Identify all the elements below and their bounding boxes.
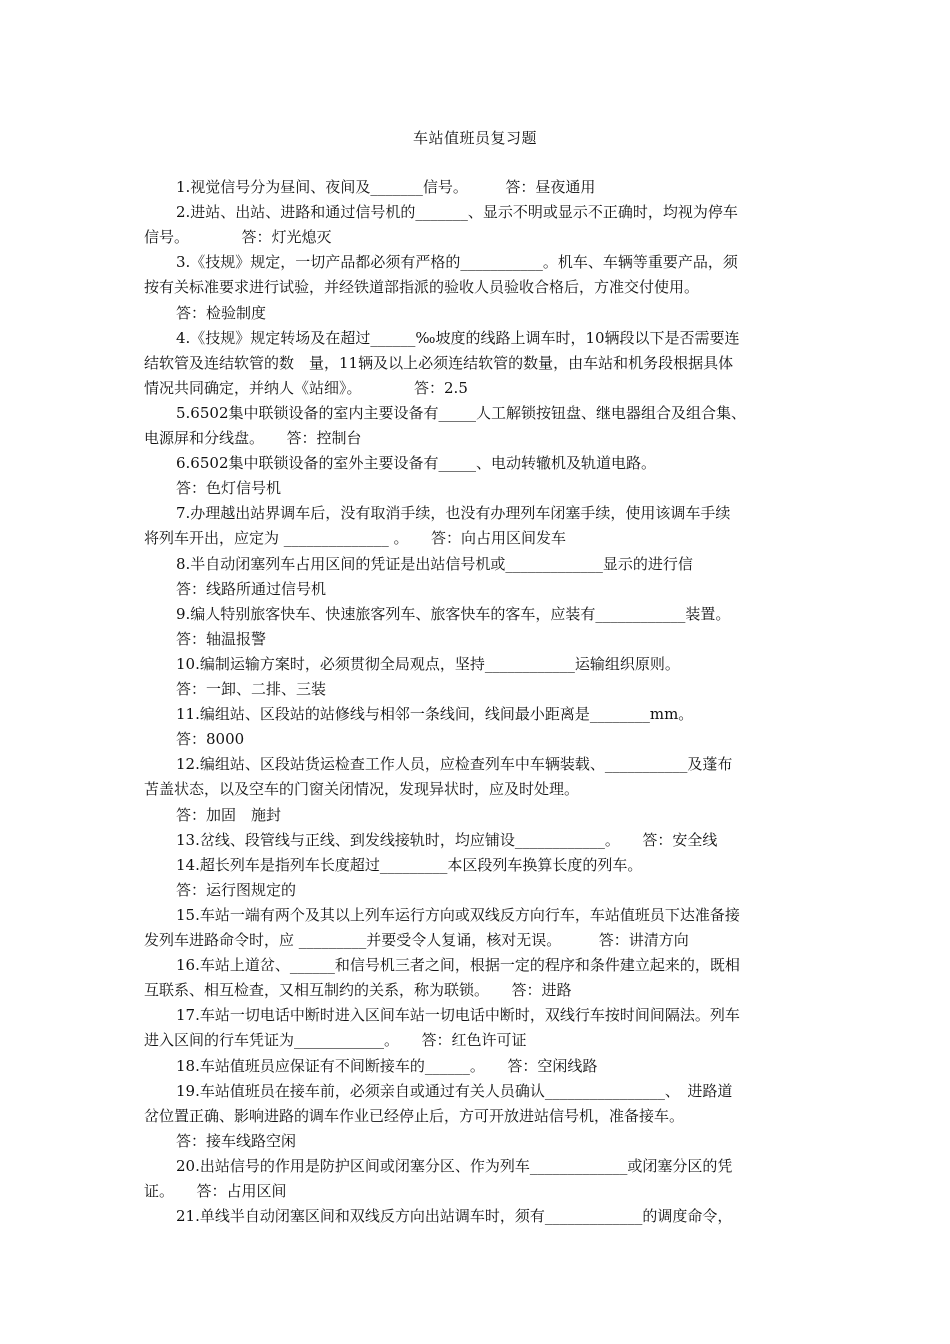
text-line: 18.车站值班员应保证有不间断接车的______。 答：空闲线路 <box>176 1056 598 1075</box>
text-line: 岔位置正确、影响进路的调车作业已经停止后，方可开放进站信号机，准备接车。 <box>144 1106 685 1125</box>
text-line: 答：色灯信号机 <box>176 479 282 498</box>
text-line: 答：运行图规定的 <box>176 880 297 899</box>
text-line: 答：一卸、二排、三装 <box>176 680 327 698</box>
text-line: 答：接车线路空闲 <box>176 1131 297 1150</box>
text-line: 10.编制运输方案时，必须贯彻全局观点，坚持____________运输组织原则。 <box>176 654 680 673</box>
text-line: 1.视觉信号分为昼间、夜间及_______信号。 答：昼夜通用 <box>176 178 596 196</box>
text-line: 17.车站一切电话中断时进入区间车站一切电话中断时，双线行车按时间间隔法。列车 <box>176 1006 740 1025</box>
document-title: 车站值班员复习题 <box>412 129 537 147</box>
text-line: 信号。 答：灯光熄灭 <box>144 228 332 247</box>
text-line: 5.6502集中联锁设备的室内主要设备有_____人工解锁按钮盘、继电器组合及组合集、 <box>176 403 746 422</box>
text-line: 情况共同确定，并纳人《站细》。 答：2.5 <box>144 378 468 397</box>
text-line: 3.《技规》规定，一切产品都必须有严格的___________。机车、车辆等重要产品，须 <box>176 253 738 272</box>
text-line: 15.车站一端有两个及其以上列车运行方向或双线反方向行车，车站值班员下达准备接 <box>176 905 740 924</box>
text-line: 按有关标准要求进行试验，并经铁道部指派的验收人员验收合格后，方准交付使用。 <box>144 278 700 297</box>
text-line: 结软管及连结软管的数 量，11辆及以上必须连结软管的数量，由车站和机务段根据具体 <box>144 353 734 372</box>
text-line: 将列车开出，应定为 ______________ 。 答：向占用区间发车 <box>144 529 567 548</box>
text-line: 答：8000 <box>176 730 245 749</box>
text-line: 电源屏和分线盘。 答：控制台 <box>144 429 362 447</box>
text-line: 20.出站信号的作用是防护区间或闭塞分区、作为列车_____________或闭塞分区的凭 <box>176 1156 733 1175</box>
text-line: 2.进站、出站、进路和通过信号机的_______、显示不明或显示不正确时，均视为停车 <box>176 203 738 222</box>
text-line: 答：加固 施封 <box>176 805 282 824</box>
text-line: 19.车站值班员在接车前，必须亲自或通过有关人员确认________________、 进路道 <box>176 1081 733 1100</box>
text-line: 6.6502集中联锁设备的室外主要设备有_____、电动转辙机及轨道电路。 <box>176 454 656 473</box>
text-line: 进入区间的行车凭证为____________。 答：红色许可证 <box>144 1031 527 1050</box>
text-line: 发列车进路命令时，应 _________并要受令人复诵，核对无误。 答：讲清方向 <box>144 931 689 949</box>
text-line: 证。 答：占用区间 <box>144 1182 287 1200</box>
text-line: 21.单线半自动闭塞区间和双线反方向出站调车时，须有_____________的调度命令， <box>176 1207 733 1226</box>
text-line: 答：线路所通过信号机 <box>176 579 327 598</box>
text-line: 7.办理越出站界调车后，没有取消手续，也没有办理列车闭塞手续，使用该调车手续 <box>176 504 731 523</box>
text-line: 14.超长列车是指列车长度超过_________本区段列车换算长度的列车。 <box>176 855 643 874</box>
text-line: 4.《技规》规定转场及在超过______‰坡度的线路上调车时，10辆段以下是否需要连 <box>176 328 740 347</box>
text-line: 16.车站上道岔、______和信号机三者之间，根据一定的程序和条件建立起来的，既相 <box>176 956 740 975</box>
text-line: 9.编人特别旅客快车、快速旅客列车、旅客快车的客车，应装有____________装置。 <box>176 604 731 623</box>
text-line: 答：轴温报警 <box>176 629 267 648</box>
text-line: 13.岔线、段管线与正线、到发线接轨时，均应铺设____________。 答：安全线 <box>176 830 718 849</box>
text-line: 12.编组站、区段站货运检查工作人员，应检查列车中车辆装载、___________及蓬布 <box>176 755 733 774</box>
text-line: 苫盖状态，以及空车的门窗关闭情况，发现异状时，应及时处理。 <box>144 780 580 799</box>
text-line: 11.编组站、区段站的站修线与相邻一条线间，线间最小距离是________mm。 <box>176 705 694 724</box>
text-line: 互联系、相互检查，又相互制约的关系，称为联锁。 答：进路 <box>144 981 572 1000</box>
text-line: 答：检验制度 <box>176 303 267 322</box>
text-line: 8.半自动闭塞列车占用区间的凭证是出站信号机或_____________显示的进行信 <box>176 554 693 573</box>
